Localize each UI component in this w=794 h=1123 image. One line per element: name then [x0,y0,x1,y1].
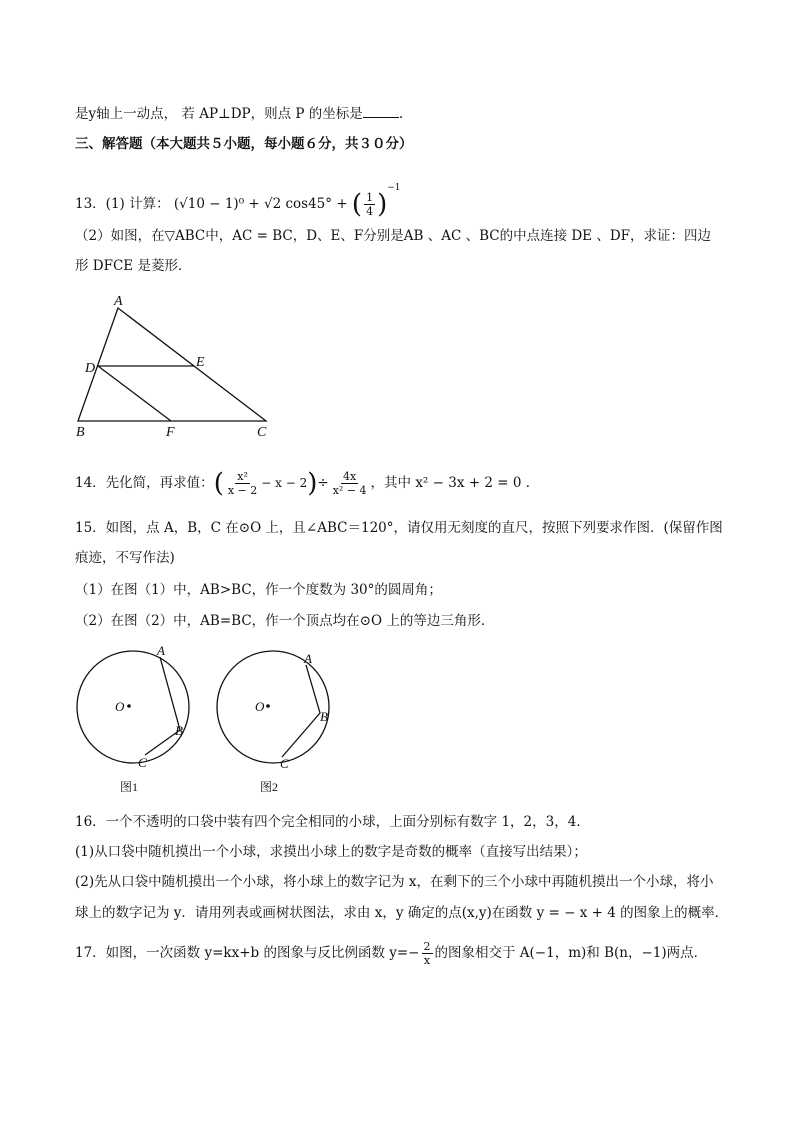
period: . [398,106,404,122]
section-heading: 三、解答题（本大题共５小题，每小题６分，共３０分） [75,136,413,152]
q17 [75,940,707,967]
q14-frac-b [331,470,369,497]
q15-part2: （2）在图（2）中，AB=BC，作一个顶点均在⊙O 上的等边三角形． [75,613,495,629]
frac-num: x² [237,470,248,483]
text-line-continuation [75,104,403,124]
frac-num: 4x [343,470,357,483]
frac-num: 1 [366,191,374,204]
c1-label-O: O [115,699,125,714]
frac-den: 4 [366,205,374,218]
q13-part2: （2）如图，在▽ABC中，AC = BC，D、E、F分别是AB 、AC 、BC的中点连接 DE 、DF，求证：四边 [75,228,712,244]
q16-part2b: 球上的数字记为 y．请用列表或画树状图法，求由 x，y 确定的点(x,y)在函数 y = − x + 4 的图象上的概率． [75,905,729,921]
l1-text: 是y轴上一动点， 若 AP⊥DP，则点 P 的坐标是 [75,106,363,122]
c2-label-O: O [255,699,265,714]
frac-num: 2 [423,940,431,953]
q15-line2: 痕迹，不写作法) [75,550,175,566]
q13-fraction [364,191,375,218]
q13-part2-cont: 形 DFCE 是菱形． [75,258,192,274]
c2-label-A: A [304,651,312,666]
paren-left: ( [351,189,363,220]
label-F: F [166,425,175,440]
q13-exponent: −1 [387,183,401,193]
frac-den: x − 2 [227,484,258,497]
circle-figures [70,645,360,795]
q14-suffix: ，其中 x² − 3x + 2 = 0 ． [370,475,540,491]
label-A: A [114,294,123,309]
frac-den: x² − 4 [332,484,367,497]
q14 [75,470,539,497]
q17-b: 的图象相交于 A(−1，m)和 B(n，−1)两点． [434,945,708,961]
label-B: B [76,425,85,440]
q17-fraction [422,940,433,967]
q13-part1 [75,178,401,218]
label-C: C [257,425,267,440]
answer-blank [363,105,399,118]
label-D: D [85,361,96,376]
q14-mid: − x − 2 [261,476,308,490]
c1-label-C: C [138,755,147,770]
paren-left: ( [213,468,224,499]
paren-right: ) [307,468,318,499]
label-E: E [196,355,205,370]
q14-div: ÷ [317,475,329,491]
caption-fig2: 图2 [260,780,279,794]
q16-part1: (1)从口袋中随机摸出一个小球，求摸出小球上的数字是奇数的概率（直接写出结果）； [75,844,587,860]
c2-label-C: C [280,756,289,771]
q14-prefix: 14．先化简，再求值： [75,475,214,491]
paren-right: ) [377,189,388,220]
triangle-figure [70,290,280,440]
q13-expr: (√10 − 1)⁰ + √2 cos45° + [173,196,348,212]
frac-den: x [423,954,431,967]
q14-frac-a [226,470,259,497]
q16-part2a: (2)先从口袋中随机摸出一个小球，将小球上的数字记为 x，在剩下的三个小球中再随机摸出一个小球，将小 [75,874,714,890]
c2-label-B: B [320,709,328,724]
c1-label-B: B [175,723,183,738]
q17-a: 17．如图，一次函数 y=kx+b 的图象与反比例函数 y=− [75,945,420,961]
c1-label-A: A [157,645,165,658]
q15-line1: 15．如图，点 A，B，C 在⊙O 上，且∠ABC＝120°，请仅用无刻度的直尺，按照下列要求作图．(保留作图 [75,520,723,536]
q13-prefix: 13．(1) 计算： [75,196,170,212]
q15-part1: （1）在图（1）中，AB>BC，作一个度数为 30°的圆周角； [75,582,442,598]
q16: 16．一个不透明的口袋中装有四个完全相同的小球，上面分别标有数字 1，2，3，4． [75,814,590,830]
caption-fig1: 图1 [120,780,139,794]
